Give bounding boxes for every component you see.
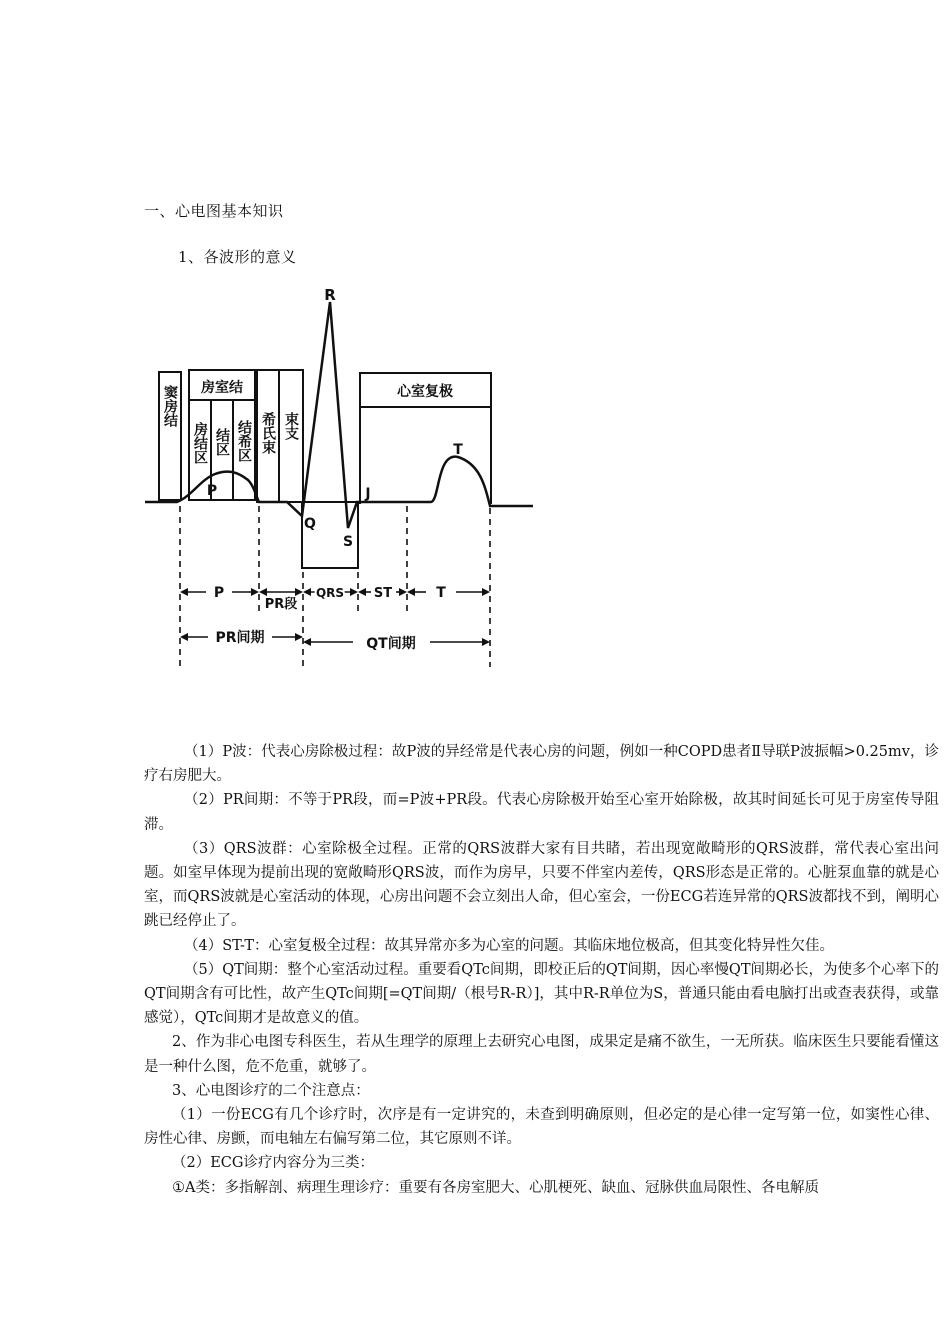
label-j: J bbox=[365, 486, 371, 502]
paragraph-st-t: （4）ST-T：心室复极全过程：故其异常亦多为心室的问题。其临床地位极高，但其变化特异性欠佳。 bbox=[184, 937, 835, 954]
paragraph-note-2: （2）ECG诊疗内容分为三类： bbox=[172, 1155, 374, 1172]
label-r: R bbox=[324, 286, 336, 304]
label-s: S bbox=[342, 534, 354, 550]
paragraph-note-1: （1）一份ECG有几个诊疗时，次序是有一定讲究的，未查到明确原则，但必定的是心律一定写第一位，如窦性心律、房性心律、房颤，而电轴左右偏写第二位，其它原则不详。 bbox=[144, 1107, 939, 1148]
section-title: 一、心电图基本知识 bbox=[144, 202, 284, 220]
label-nodal-zone: 结区 bbox=[214, 428, 230, 456]
label-av-node: 房室结 bbox=[201, 380, 243, 396]
subsection-title: 1、各波形的意义 bbox=[178, 248, 297, 266]
paragraph-p-wave: （1）P波：代表心房除极过程：故P波的异经常是代表心房的问题，例如一种COPD患者Ⅱ导联P波振幅>0.25mv，诊疗右房肥大。 bbox=[144, 744, 939, 785]
interval-label-p: P bbox=[213, 585, 225, 601]
label-his-bundle: 希氏束 bbox=[260, 412, 276, 454]
paragraph-pr-interval: （2）PR间期：不等于PR段，而=P波+PR段。代表心房除极开始至心室开始除极，故其时间延长可见于房室传导阻滞。 bbox=[144, 792, 939, 833]
label-bundle-branch: 束支 bbox=[283, 412, 299, 440]
interval-label-qt-interval: QT间期 bbox=[366, 636, 416, 652]
label-sinoatrial-node: 窦房结 bbox=[162, 385, 178, 427]
label-q: Q bbox=[304, 516, 316, 532]
label-p-wave: P bbox=[206, 483, 218, 499]
label-atrionodal-zone: 房结区 bbox=[192, 422, 208, 464]
paragraph-qrs: （3）QRS波群：心室除极全过程。正常的QRS波群大家有目共睹，若出现宽敞畸形的QRS波群，常代表心室出问题。如室早体现为提前出现的宽敞畸形QRS波，而作为房早，只要不伴室内差传，QRS形态是正常的。心脏泵血靠的就是心室，而QRS波就是心室活动的体现，心房出问题不会立刻出人命，但心室会，一份ECG若连异常的QRS波都找不到，阐明心跳已经停止了。 bbox=[144, 840, 939, 930]
interval-label-pr-segment: PR段 bbox=[264, 597, 298, 612]
paragraph-section-3-title: 3、心电图诊疗的二个注意点： bbox=[172, 1082, 370, 1099]
interval-label-qrs: QRS bbox=[315, 586, 345, 600]
waveform-trace bbox=[145, 302, 533, 528]
paragraph-qt-interval: （5）QT间期：整个心室活动过程。重要看QTc间期，即校正后的QT间期，因心率慢QT间期必长，为使多个心率下的QT间期含有可比性，故产生QTc间期[=QT间期/（根号R-R）]，其中R-R单位为S，普通只能由看电脑打出或查表获得，或靠感觉），QTc间期才是故意义的值。 bbox=[144, 961, 939, 1027]
label-nodal-his-zone: 结希区 bbox=[236, 420, 252, 462]
interval-label-t: T bbox=[436, 585, 446, 601]
interval-label-st: ST bbox=[373, 586, 393, 601]
label-ventricular-repolarization: 心室复极 bbox=[397, 384, 453, 400]
paragraph-category-a: ①A类：多指解剖、病理生理诊疗：重要有各房室肥大、心肌梗死、缺血、冠脉供血局限性、各电解质 bbox=[172, 1179, 819, 1196]
body-text bbox=[144, 740, 939, 1200]
ecg-waveform-diagram bbox=[140, 282, 540, 672]
label-t-wave: T bbox=[453, 442, 463, 458]
paragraph-section-2: 2、作为非心电图专科医生，若从生理学的原理上去研究心电图，成果定是痛不欲生，一无所获。临床医生只要能看懂这是一种什么图，危不危重，就够了。 bbox=[144, 1034, 939, 1075]
interval-label-pr-interval: PR间期 bbox=[215, 630, 265, 646]
